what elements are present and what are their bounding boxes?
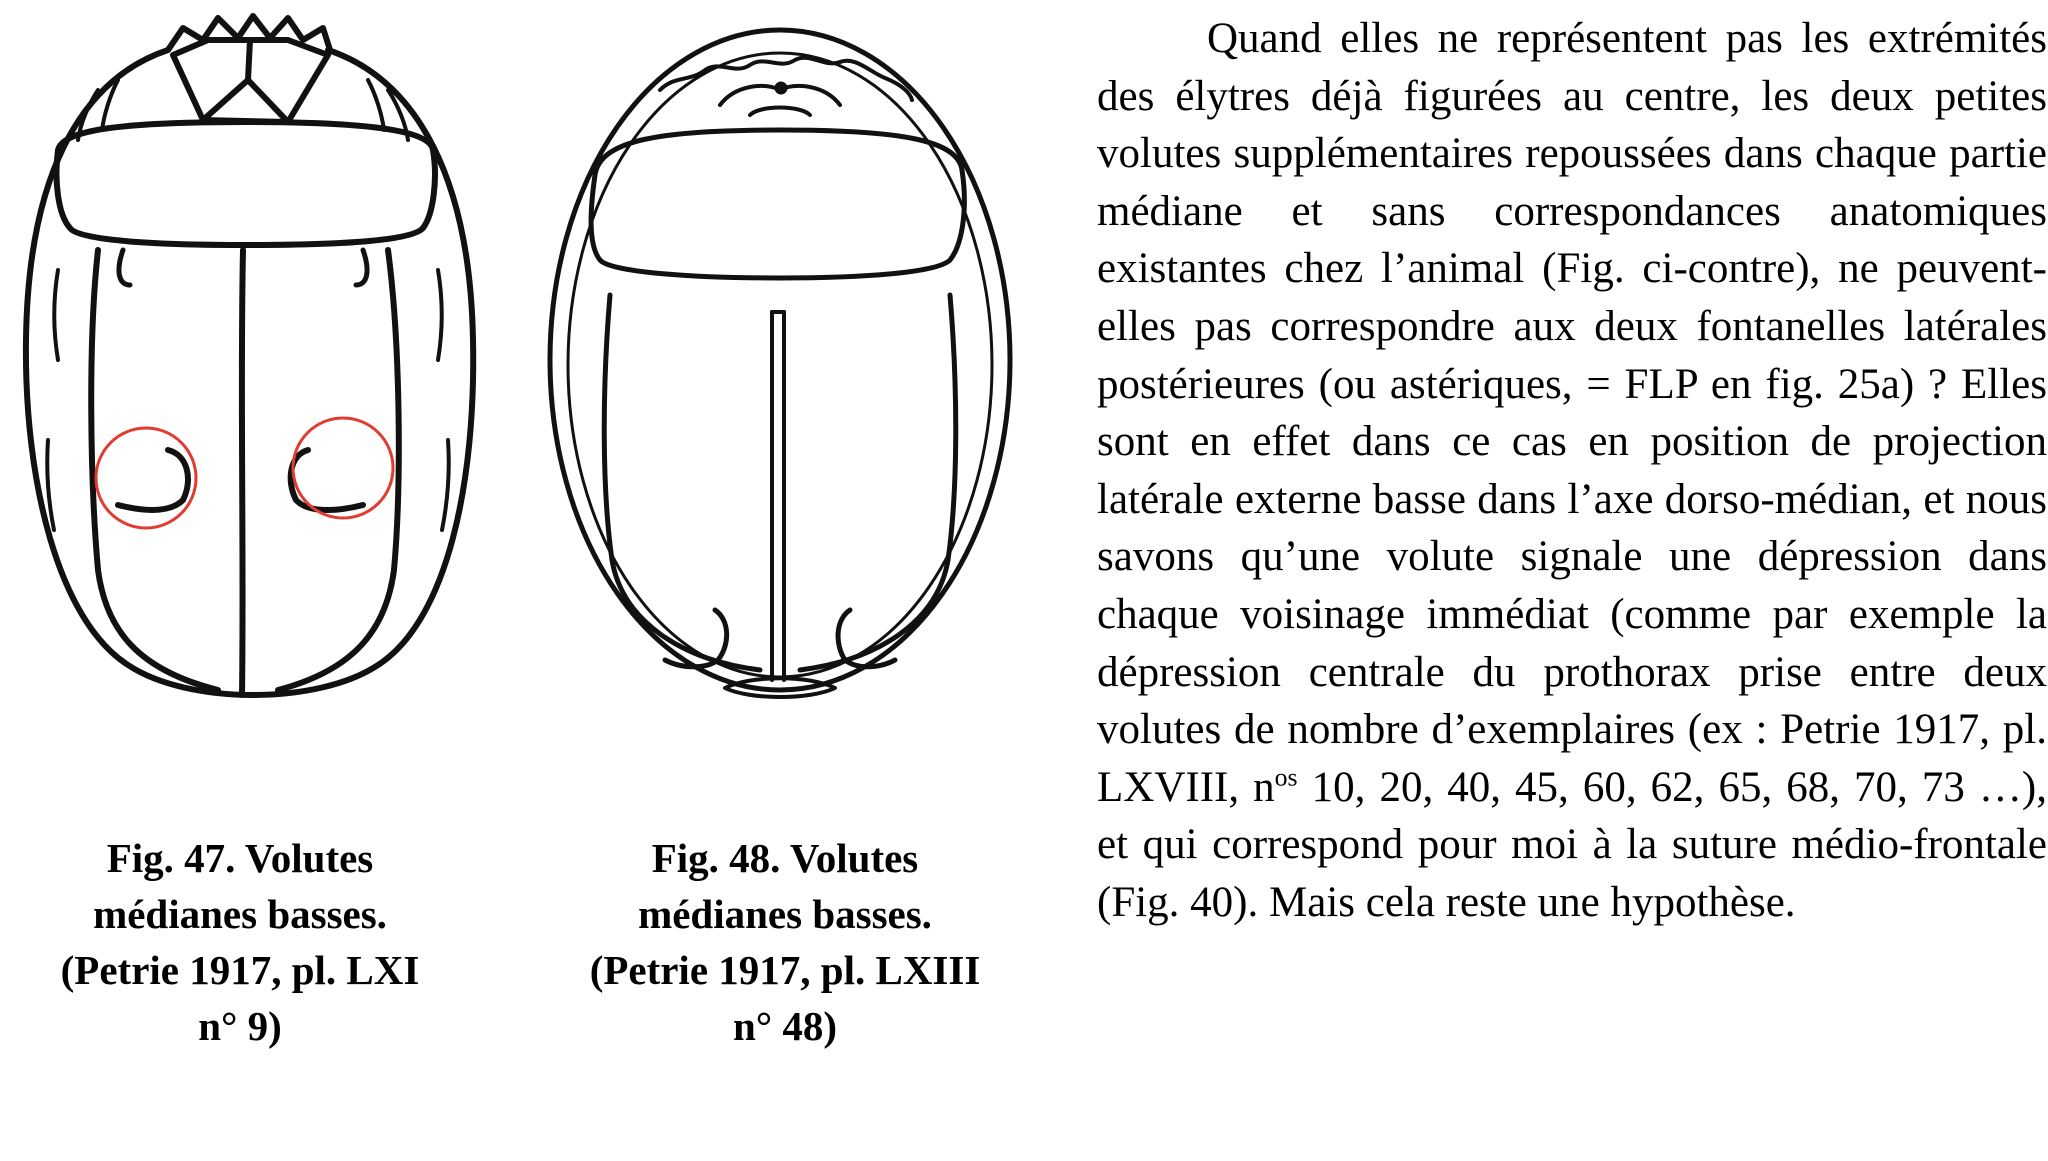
caption-line: médianes basses. [638,891,932,937]
body-outline-inner [568,53,992,677]
paragraph-text [1097,10,2047,932]
caption-line: (Petrie 1917, pl. LXIII [589,947,981,993]
prothorax [591,130,964,278]
scarab-drawing-48 [540,20,1020,720]
highlight-circle-left [96,428,196,528]
volute-left [665,610,727,667]
paragraph-part-2: 10, 20, 40, 45, 60, 62, 65, 68, 70, 73 …), et qui correspond pour moi à la suture médio-frontale (Fig. 40). Mais cela reste une hypothèse. [1097,763,2047,926]
elytron-right [278,250,399,690]
highlight-circle-right [293,418,393,518]
figure-47-caption [0,830,480,1054]
figure-48-scarab [540,20,1020,720]
caption-line: médianes basses. [93,891,387,937]
elytra-suture [242,250,243,695]
superscript-os: os [1274,762,1298,792]
volute-left [118,450,188,510]
elytron-left [91,250,218,690]
volute-right [291,450,363,510]
body-paragraph [1097,10,2047,932]
volute-right [838,610,895,667]
prothorax [57,122,435,245]
caption-line: n° 9) [198,1003,282,1049]
caption-line: Fig. 47. Volutes [106,835,374,881]
caption-line: n° 48) [732,1003,838,1049]
caption-line: (Petrie 1917, pl. LXI [60,947,420,993]
scarab-drawing-47 [18,10,478,720]
caption-line: Fig. 48. Volutes [651,835,919,881]
figure-47-scarab [18,10,478,720]
figure-48-caption [540,830,1030,1054]
paragraph-part-1: Quand elles ne représentent pas les extrémités des élytres déjà figurées au centre, les deux petites volutes supplémentaires repoussées dans chaque partie médiane et sans correspondances anatomiques existantes chez l’animal (Fig. ci-contre), ne peuvent-elles pas correspondre aux deux fontanelles latérales postérieures (ou astériques, = FLP en fig. 25a) ? Elles sont en effet dans ce cas en position de projection latérale externe basse dans l’axe dorso-médian, et nous savons qu’une volute signale une dépression dans chaque voisinage immédiat (comme par exemple la dépression centrale du prothorax prise entre deux volutes de nombre d’exemplaires (ex : Petrie 1917, pl. LXVIII, n [1097,15,2047,811]
elytron-right [800,295,956,670]
elytron-left [604,295,760,670]
